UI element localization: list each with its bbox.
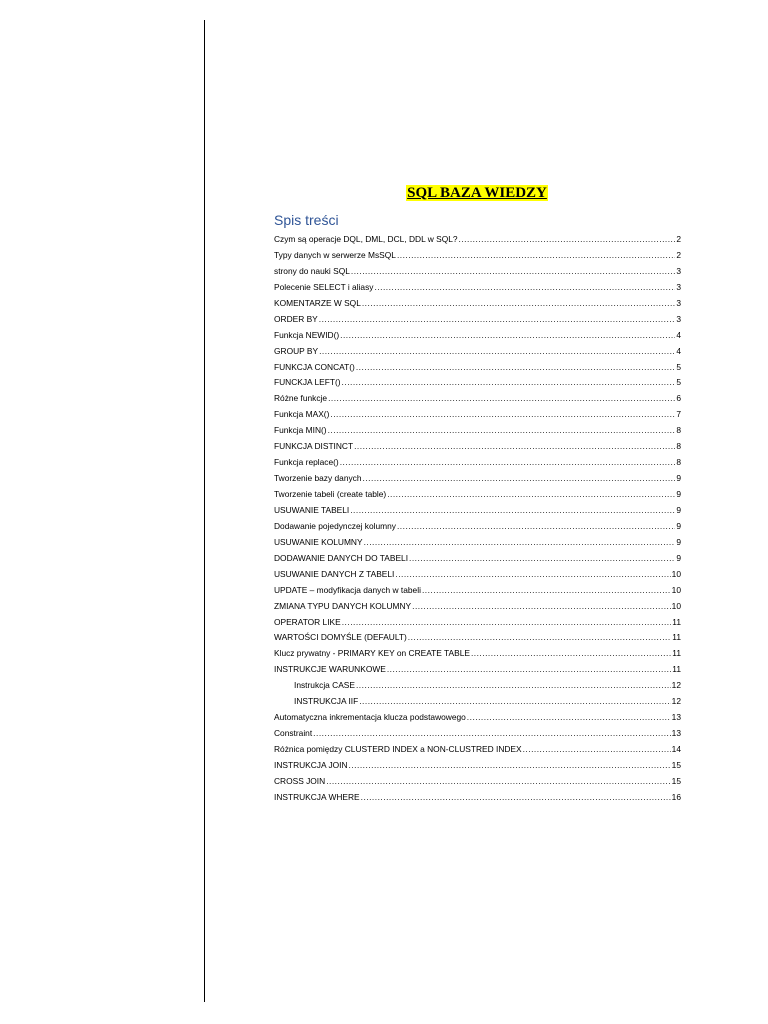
toc-entry[interactable] bbox=[274, 758, 681, 774]
toc-entry-page-number: 9 bbox=[676, 520, 681, 531]
toc-entry-page-number: 12 bbox=[671, 696, 681, 707]
toc-entry-page-number: 3 bbox=[676, 297, 681, 308]
toc-entry-label: USUWANIE KOLUMNY bbox=[274, 536, 363, 547]
toc-leader-dots bbox=[395, 567, 670, 583]
toc-leader-dots bbox=[387, 662, 671, 678]
toc-entry[interactable] bbox=[274, 232, 681, 248]
toc-entry[interactable] bbox=[274, 774, 681, 790]
toc-entry-page-number: 11 bbox=[672, 664, 681, 675]
toc-entry[interactable] bbox=[274, 630, 681, 646]
toc-entry[interactable] bbox=[274, 312, 681, 328]
toc-entry-page-number: 8 bbox=[676, 425, 681, 436]
toc-entry-label: Dodawanie pojedynczej kolumny bbox=[274, 520, 396, 531]
toc-leader-dots bbox=[349, 758, 671, 774]
toc-entry-label: Typy danych w serwerze MsSQL bbox=[274, 249, 396, 260]
toc-entry[interactable] bbox=[274, 328, 681, 344]
toc-entry[interactable] bbox=[274, 471, 681, 487]
toc-entry-page-number: 3 bbox=[676, 281, 681, 292]
toc-entry-page-number: 12 bbox=[671, 680, 681, 691]
toc-leader-dots bbox=[374, 280, 675, 296]
toc-leader-dots bbox=[340, 328, 675, 344]
toc-entry[interactable] bbox=[274, 519, 681, 535]
toc-entry[interactable] bbox=[274, 280, 681, 296]
toc-leader-dots bbox=[397, 519, 675, 535]
toc-entry-label: CROSS JOIN bbox=[274, 775, 326, 786]
toc-entry-label: FUNKCJA CONCAT() bbox=[274, 361, 355, 372]
toc-entry[interactable] bbox=[274, 678, 681, 694]
toc-entry-page-number: 5 bbox=[676, 361, 681, 372]
toc-leader-dots bbox=[319, 312, 676, 328]
toc-entry[interactable] bbox=[274, 567, 681, 583]
toc-entry-page-number: 7 bbox=[676, 409, 681, 420]
toc-leader-dots bbox=[342, 375, 676, 391]
table-of-contents bbox=[274, 232, 681, 806]
toc-leader-dots bbox=[350, 503, 675, 519]
toc-entry[interactable] bbox=[274, 296, 681, 312]
toc-entry-label: INSTRUKCJA WHERE bbox=[274, 791, 360, 802]
toc-entry[interactable] bbox=[274, 535, 681, 551]
toc-heading: Spis treści bbox=[274, 212, 339, 228]
toc-entry-page-number: 2 bbox=[676, 249, 681, 260]
toc-entry-page-number: 9 bbox=[676, 489, 681, 499]
toc-entry-label: Polecenie SELECT i aliasy bbox=[274, 281, 374, 292]
toc-entry-label: Czym są operacje DQL, DML, DCL, DDL w SQL? bbox=[274, 234, 458, 244]
toc-entry-label: ZMIANA TYPU DANYCH KOLUMNY bbox=[274, 600, 412, 611]
toc-entry[interactable] bbox=[274, 439, 681, 455]
toc-entry[interactable] bbox=[274, 503, 681, 519]
toc-entry[interactable] bbox=[274, 646, 681, 662]
document-title bbox=[274, 184, 680, 202]
toc-entry-label: Klucz prywatny - PRIMARY KEY on CREATE TABLE bbox=[274, 648, 470, 659]
toc-leader-dots bbox=[361, 790, 671, 806]
toc-entry-label: Funkcja MIN() bbox=[274, 425, 327, 436]
toc-leader-dots bbox=[412, 599, 671, 615]
toc-entry[interactable] bbox=[274, 360, 681, 376]
toc-leader-dots bbox=[471, 646, 671, 662]
toc-leader-dots bbox=[363, 471, 676, 487]
toc-entry-label: Constraint bbox=[274, 728, 313, 739]
toc-entry[interactable] bbox=[274, 615, 681, 631]
toc-entry-label: Różnica pomiędzy CLUSTERD INDEX a NON-CLUSTRED INDEX bbox=[274, 744, 522, 754]
toc-entry-page-number: 13 bbox=[671, 728, 681, 739]
document-title-text: SQL BAZA WIEDZY bbox=[407, 185, 547, 201]
toc-entry-label: ORDER BY bbox=[274, 313, 318, 324]
toc-leader-dots bbox=[467, 710, 671, 726]
toc-entry-page-number: 11 bbox=[672, 632, 681, 643]
toc-entry-page-number: 15 bbox=[671, 759, 681, 770]
toc-entry-page-number: 10 bbox=[671, 584, 681, 595]
toc-entry[interactable] bbox=[274, 375, 681, 391]
toc-entry-label: UPDATE – modyfikacja danych w tabeli bbox=[274, 584, 421, 595]
toc-leader-dots bbox=[356, 360, 676, 376]
toc-entry-page-number: 11 bbox=[672, 616, 681, 627]
toc-entry[interactable] bbox=[274, 423, 681, 439]
toc-entry[interactable] bbox=[274, 710, 681, 726]
toc-entry-label: DODAWANIE DANYCH DO TABELI bbox=[274, 552, 409, 563]
toc-leader-dots bbox=[459, 232, 676, 248]
toc-entry-page-number: 11 bbox=[672, 648, 681, 659]
toc-leader-dots bbox=[362, 296, 675, 312]
toc-entry-label: Funkcja replace() bbox=[274, 457, 339, 468]
toc-entry[interactable] bbox=[274, 599, 681, 615]
toc-entry[interactable] bbox=[274, 551, 681, 567]
toc-entry[interactable] bbox=[274, 487, 681, 503]
toc-entry[interactable] bbox=[274, 726, 681, 742]
toc-leader-dots bbox=[326, 774, 670, 790]
toc-entry[interactable] bbox=[274, 248, 681, 264]
toc-entry-label: Tworzenie tabeli (create table) bbox=[274, 489, 387, 499]
toc-leader-dots bbox=[359, 694, 670, 710]
toc-entry-page-number: 4 bbox=[676, 345, 681, 356]
toc-entry-label: USUWANIE DANYCH Z TABELI bbox=[274, 568, 395, 579]
toc-entry-label: Automatyczna inkrementacja klucza podstawowego bbox=[274, 712, 466, 723]
left-margin-line bbox=[204, 20, 205, 1002]
toc-leader-dots bbox=[330, 407, 675, 423]
toc-entry-label: FUNCKJA LEFT() bbox=[274, 377, 341, 388]
toc-entry[interactable] bbox=[274, 407, 681, 423]
toc-entry[interactable] bbox=[274, 694, 681, 710]
toc-entry-page-number: 10 bbox=[671, 600, 681, 611]
toc-entry-page-number: 3 bbox=[676, 265, 681, 276]
toc-entry-page-number: 9 bbox=[676, 536, 681, 547]
toc-entry-label: USUWANIE TABELI bbox=[274, 504, 350, 515]
toc-entry[interactable] bbox=[274, 391, 681, 407]
toc-entry-page-number: 16 bbox=[671, 791, 681, 802]
toc-leader-dots bbox=[356, 678, 671, 694]
toc-entry-label: INSTRUKCJA IIF bbox=[294, 696, 359, 707]
toc-entry[interactable] bbox=[274, 662, 681, 678]
toc-entry-label: Funkcja MAX() bbox=[274, 409, 330, 420]
toc-entry-label: Różne funkcje bbox=[274, 393, 328, 404]
toc-leader-dots bbox=[387, 487, 675, 503]
toc-entry-label: INSTRUKCJA JOIN bbox=[274, 759, 348, 770]
toc-leader-dots bbox=[340, 455, 676, 471]
toc-entry[interactable] bbox=[274, 344, 681, 360]
toc-leader-dots bbox=[408, 630, 672, 646]
toc-leader-dots bbox=[342, 615, 672, 631]
toc-entry-label: INSTRUKCJE WARUNKOWE bbox=[274, 664, 386, 675]
toc-entry[interactable] bbox=[274, 264, 681, 280]
toc-leader-dots bbox=[328, 391, 675, 407]
toc-leader-dots bbox=[409, 551, 675, 567]
toc-leader-dots bbox=[313, 726, 671, 742]
toc-leader-dots bbox=[354, 439, 675, 455]
toc-entry-page-number: 14 bbox=[671, 744, 681, 754]
toc-leader-dots bbox=[397, 248, 675, 264]
toc-entry-page-number: 5 bbox=[676, 377, 681, 388]
toc-entry-page-number: 4 bbox=[676, 329, 681, 340]
toc-leader-dots bbox=[328, 423, 676, 439]
toc-entry-page-number: 8 bbox=[676, 441, 681, 452]
toc-entry-page-number: 8 bbox=[676, 457, 681, 468]
toc-entry-page-number: 9 bbox=[676, 473, 681, 484]
toc-entry[interactable] bbox=[274, 455, 681, 471]
toc-entry-page-number: 2 bbox=[676, 234, 681, 244]
toc-entry-label: GROUP BY bbox=[274, 345, 319, 356]
toc-entry-label: Tworzenie bazy danych bbox=[274, 473, 362, 484]
toc-leader-dots bbox=[422, 583, 671, 599]
toc-entry-label: Funkcja NEWID() bbox=[274, 329, 340, 340]
toc-entry-label: KOMENTARZE W SQL bbox=[274, 297, 361, 308]
toc-entry-page-number: 9 bbox=[676, 552, 681, 563]
toc-entry-page-number: 13 bbox=[671, 712, 681, 723]
toc-entry[interactable] bbox=[274, 742, 681, 758]
toc-entry[interactable] bbox=[274, 583, 681, 599]
toc-entry-label: strony do nauki SQL bbox=[274, 265, 350, 276]
toc-entry-label: Instrukcja CASE bbox=[294, 680, 355, 691]
toc-leader-dots bbox=[319, 344, 675, 360]
toc-entry-label: WARTOŚCI DOMYŚLE (DEFAULT) bbox=[274, 632, 407, 643]
toc-leader-dots bbox=[364, 535, 676, 551]
toc-entry-page-number: 6 bbox=[676, 393, 681, 404]
toc-entry-label: FUNKCJA DISTINCT bbox=[274, 441, 354, 452]
toc-entry[interactable] bbox=[274, 790, 681, 806]
toc-leader-dots bbox=[523, 742, 671, 758]
toc-entry-page-number: 15 bbox=[671, 775, 681, 786]
toc-leader-dots bbox=[351, 264, 675, 280]
toc-entry-page-number: 10 bbox=[671, 568, 681, 579]
toc-entry-page-number: 9 bbox=[676, 504, 681, 515]
toc-entry-label: OPERATOR LIKE bbox=[274, 616, 341, 627]
toc-entry-page-number: 3 bbox=[676, 313, 681, 324]
